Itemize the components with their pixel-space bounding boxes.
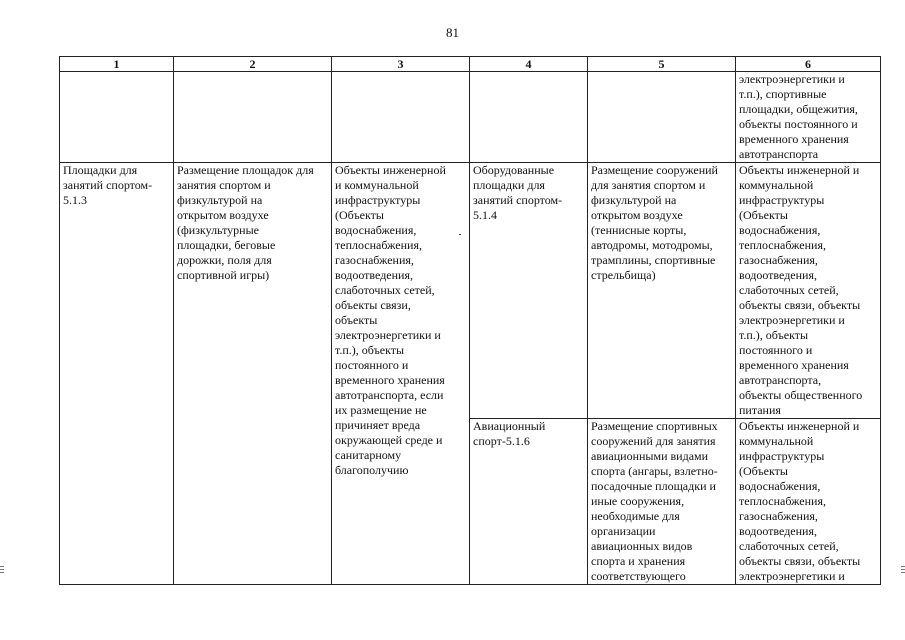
use-type-cell: Площадки для занятий спортом- 5.1.3 [60,163,174,585]
sub-use-description-cell: Размещение сооружений для занятия спортом и физкультурой на открытом воздухе (теннисные корты, автодромы, мотодромы, трамплины, спортивные стрельбища) [588,163,736,419]
zoning-table [59,56,881,585]
sub-use-type-cell: Оборудованные площадки для занятий спортом- 5.1.4 [470,163,588,419]
scan-edge-mark [901,566,905,567]
scan-edge-mark [901,572,905,573]
header-col-5: 5 [588,57,736,72]
auxiliary-use-cell: Объекты инженерной и коммунальной инфраструктуры (Объекты водоснабжения, теплоснабжения, газоснабжения, водоотведения, слаботочных сетей, объекты связи, объекты электроэнергетики и т.п.), объекты постоянного и временного хранения автотранспорта, если их размещение не причиняет вреда окружающей среде и санитарному благополучию [332,163,470,585]
sub-use-type-cell: Авиационный спорт-5.1.6 [470,419,588,585]
continuation-cell-4 [470,72,588,163]
header-row [60,57,881,72]
continuation-cell-6: электроэнергетики и т.п.), спортивные площадки, общежития, объекты постоянного и временного хранения автотранспорта [736,72,881,163]
scan-edge-mark [0,566,4,567]
scan-artifact [459,234,461,235]
scan-edge-mark [0,569,4,570]
header-col-6: 6 [736,57,881,72]
continuation-cell-5 [588,72,736,163]
continuation-cell-1 [60,72,174,163]
header-col-2: 2 [174,57,332,72]
continuation-cell-3 [332,72,470,163]
sub-auxiliary-use-cell: Объекты инженерной и коммунальной инфраструктуры (Объекты водоснабжения, теплоснабжения, газоснабжения, водоотведения, слаботочных сетей, объекты связи, объекты электроэнергетики и [736,419,881,585]
header-col-4: 4 [470,57,588,72]
continuation-cell-2 [174,72,332,163]
scan-edge-mark [0,572,4,573]
header-col-3: 3 [332,57,470,72]
scan-edge-mark [901,569,905,570]
table-row [60,163,881,419]
sub-use-description-cell: Размещение спортивных сооружений для занятия авиационными видами спорта (ангары, взлетно- посадочные площадки и иные сооружения, необходимые для организации авиационных видов спорта и хранения соответствующего [588,419,736,585]
sub-auxiliary-use-cell: Объекты инженерной и коммунальной инфраструктуры (Объекты водоснабжения, теплоснабжения, газоснабжения, водоотведения, слаботочных сетей, объекты связи, объекты электроэнергетики и т.п.), объекты постоянного и временного хранения автотранспорта, объекты общественного питания [736,163,881,419]
page-number: 81 [446,25,459,40]
zoning-table-container [59,56,880,583]
header-col-1: 1 [60,57,174,72]
use-description-cell: Размещение площадок для занятия спортом и физкультурой на открытом воздухе (физкультурные площадки, беговые дорожки, поля для спортивной игры) [174,163,332,585]
continuation-row [60,72,881,163]
